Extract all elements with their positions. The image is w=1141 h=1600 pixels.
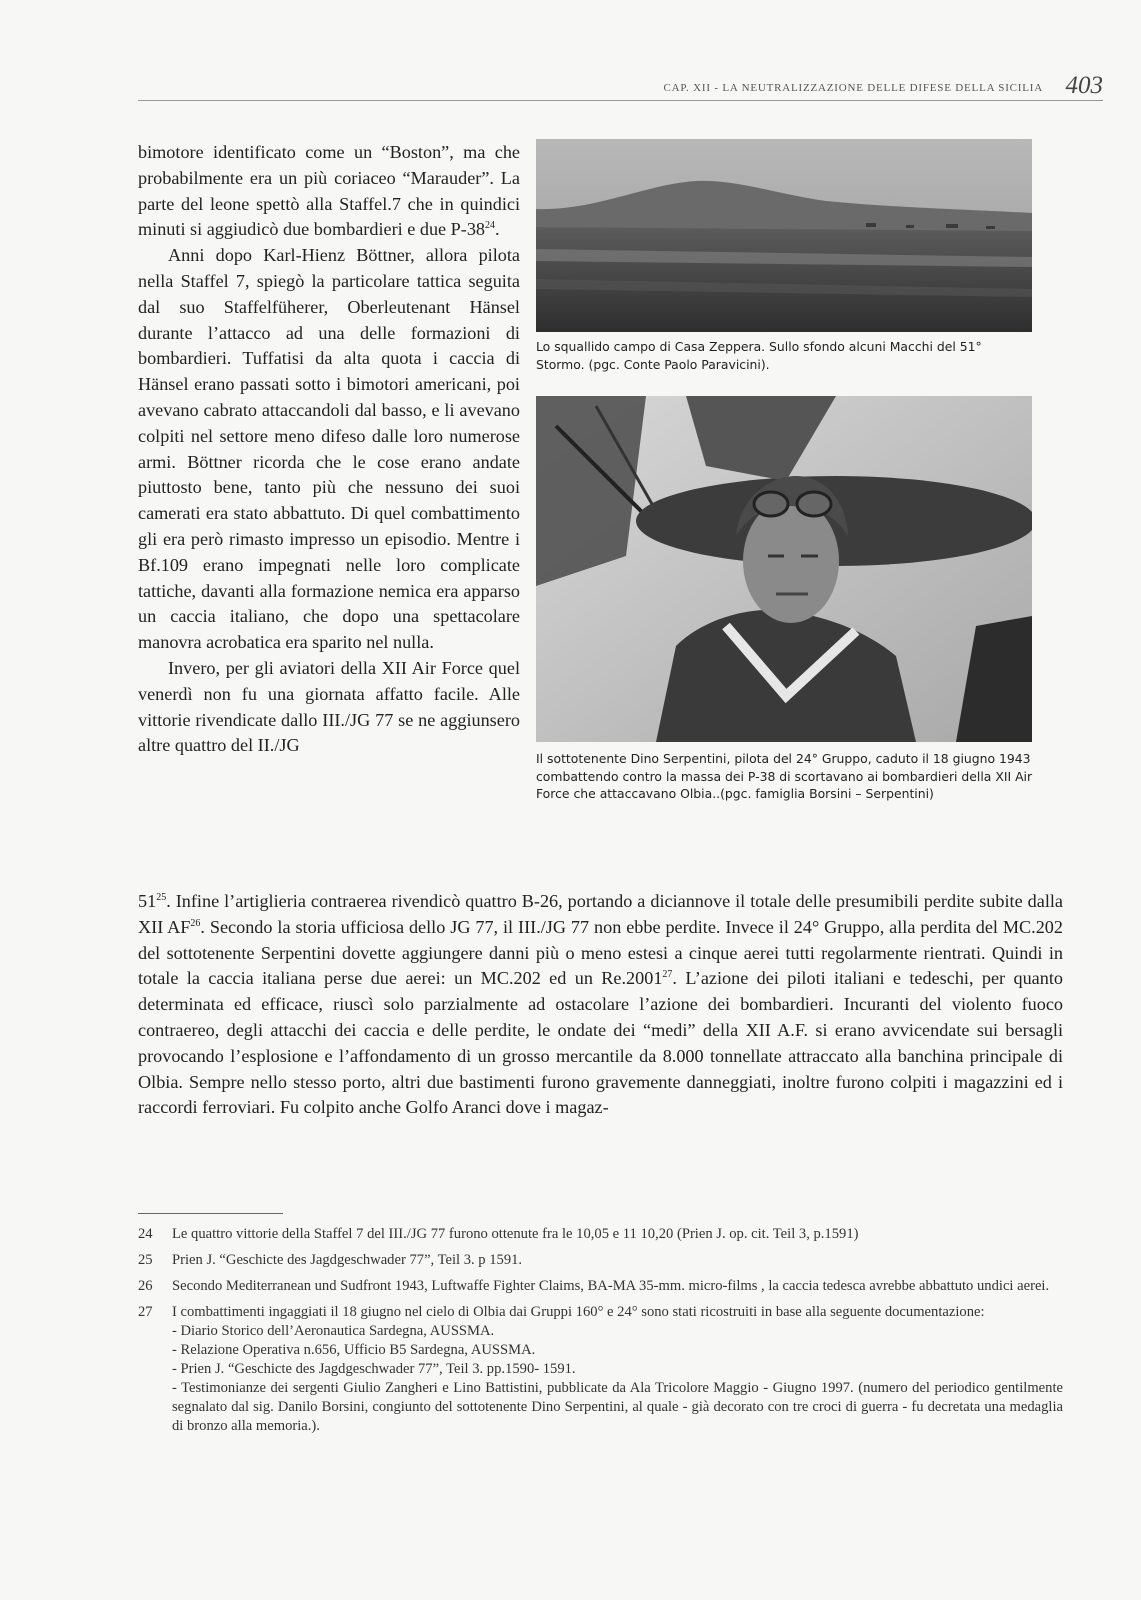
- footnote-number: 25: [138, 1252, 153, 1268]
- footnote-ref: 26: [190, 917, 201, 929]
- footnote-number: 24: [138, 1226, 153, 1242]
- footnote: [138, 1225, 1063, 1244]
- column-text: [138, 140, 520, 759]
- footnote-number: 27: [138, 1304, 153, 1320]
- footnote-rule: [138, 1213, 283, 1214]
- footnote: [138, 1303, 1063, 1436]
- footnote-number: 26: [138, 1278, 153, 1294]
- footnote-text: - Prien J. “Geschicte des Jagdgeschwader 77”, Teil 3. pp.1590- 1591.: [172, 1361, 576, 1377]
- paragraph: Invero, per gli aviatori della XII Air Force quel venerdì non fu una giornata affatto facile. Alle vittorie rivendicate dallo III./JG 77 se ne aggiunsero altre quattro del II./JG: [138, 657, 520, 756]
- footnote-ref: 25: [156, 891, 167, 903]
- pilot-portrait-photo: [536, 396, 1032, 742]
- footnote-text: - Diario Storico dell’Aeronautica Sardegna, AUSSMA.: [172, 1323, 495, 1339]
- figure-caption: Lo squallido campo di Casa Zeppera. Sullo sfondo alcuni Macchi del 51° Stormo. (pgc. Conte Paolo Paravicini).: [536, 339, 982, 372]
- paragraph: Anni dopo Karl-Hienz Böttner, allora pilota nella Staffel 7, spiegò la particolare tattica seguita dal suo Staffelfüherer, Oberleutenant Hänsel durante l’attacco ad una delle formazioni di bombardieri. Tuffatisi da alta quota i caccia di Hänsel erano passati sotto i bimotori americani, poi avevano cabrato attaccandoli dal basso, e li avevano colpiti nel settore meno difeso dalle loro numerose armi. Böttner ricorda che le cose erano andate piuttosto bene, tanto più che nessuno dei suoi camerati era stato abbattuto. Di quel combattimento gli era però rimasto impresso un episodio. Mentre i Bf.109 erano impegnati nelle loro complicate tattiche, davanti alla formazione nemica era apparso un caccia italiano, che dopo una spettacolare manovra acrobatica era sparito nel nulla.: [138, 245, 520, 653]
- running-title: CAP. XII - LA NEUTRALIZZAZIONE DELLE DIFESE DELLA SICILIA: [663, 82, 1043, 94]
- footnote-ref: 27: [662, 969, 673, 981]
- airfield-photo: [536, 139, 1032, 332]
- paragraph: bimotore identificato come un “Boston”, ma che probabilmente era un più coriaceo “Marauder”. La parte del leone spettò alla Staffel.7 che in quindici minuti si aggiudicò due bombardieri e due $P-38^{24}$.: [138, 142, 520, 240]
- full-width-text: [138, 889, 1063, 1121]
- footnote: [138, 1277, 1063, 1296]
- footnote-text: I combattimenti ingaggiati il 18 giugno nel cielo di Olbia dai Gruppi 160° e 24° sono stati ricostruiti in base alla seguente documentazione:: [172, 1304, 985, 1320]
- footnote-text: Le quattro vittorie della Staffel 7 del III./JG 77 furono ottenute fra le 10,05 e 11 10,20 (Prien J. op. cit. Teil 3, p.1591): [172, 1226, 859, 1242]
- footnote: [138, 1251, 1063, 1270]
- paragraph: $51^{25}$. Infine l’artiglieria contraerea rivendicò quattro B-26, portando a diciannove il totale delle presumibili perdite subite dalla XII AF$^{26}$. Secondo la storia ufficiosa dello JG 77, il III./JG 77 non ebbe perdite. Invece il 24° Gruppo, alla perdita del MC.202 del sottotenente Serpentini dovette aggiungere danni più o meno estesi a cinque aerei tutti regolarmente rientrati. Quindi in totale la caccia italiana perse due aerei: un MC.202 ed un Re.2001$^{27}$. L’azione dei piloti italiani e tedeschi, per quanto determinata ed efficace, riuscì solo parzialmente ad ostacolare l’azione dei bombardieri. Incuranti del violento fuoco contraereo, degli attacchi dei caccia e delle perdite, le ondate dei “medi” della XII A.F. si erano avvicendate sui bersagli provocando l’esplosione e l’affondamento di un grosso mercantile da 8.000 tonnellate attraccato alla banchina principale di Olbia. Sempre nello stesso porto, altri due bastimenti furono gravemente danneggiati, inoltre furono colpiti i magazzini ed i raccordi ferroviari. Fu colpito anche Golfo Aranci dove i magaz-: [138, 891, 1063, 1118]
- page-number: 403: [1065, 72, 1103, 99]
- footnote-text: - Testimonianze dei sergenti Giulio Zangheri e Lino Battistini, pubblicate da Ala Tricolore Maggio - Giugno 1997. (numero del periodico gentilmente segnalato dal sig. Danilo Borsini, congiunto del sottotenente Dino Serpentini, al quale - già decorato con tre croci di guerra - fu decretata una medaglia di bronzo alla memoria.).: [172, 1380, 1063, 1434]
- footnote-text: - Relazione Operativa n.656, Ufficio B5 Sardegna, AUSSMA.: [172, 1342, 536, 1358]
- footnote-ref: 24: [485, 220, 496, 232]
- figure-caption: Il sottotenente Dino Serpentini, pilota del 24° Gruppo, caduto il 18 giugno 1943 combattendo contro la massa dei P-38 di scortavano ai bombardieri della XII Air Force che attaccavano Olbia..(pgc. famiglia Borsini – Serpentini): [536, 751, 1033, 801]
- footnote-text: Secondo Mediterranean und Sudfront 1943, Luftwaffe Fighter Claims, BA-MA 35-mm. micro-films , la caccia tedesca avrebbe abbattuto undici aerei.: [172, 1278, 1050, 1294]
- footnote-text: Prien J. “Geschicte des Jagdgeschwader 77”, Teil 3. p 1591.: [172, 1252, 523, 1268]
- running-header: [138, 70, 1103, 101]
- footnotes: [138, 1225, 1063, 1443]
